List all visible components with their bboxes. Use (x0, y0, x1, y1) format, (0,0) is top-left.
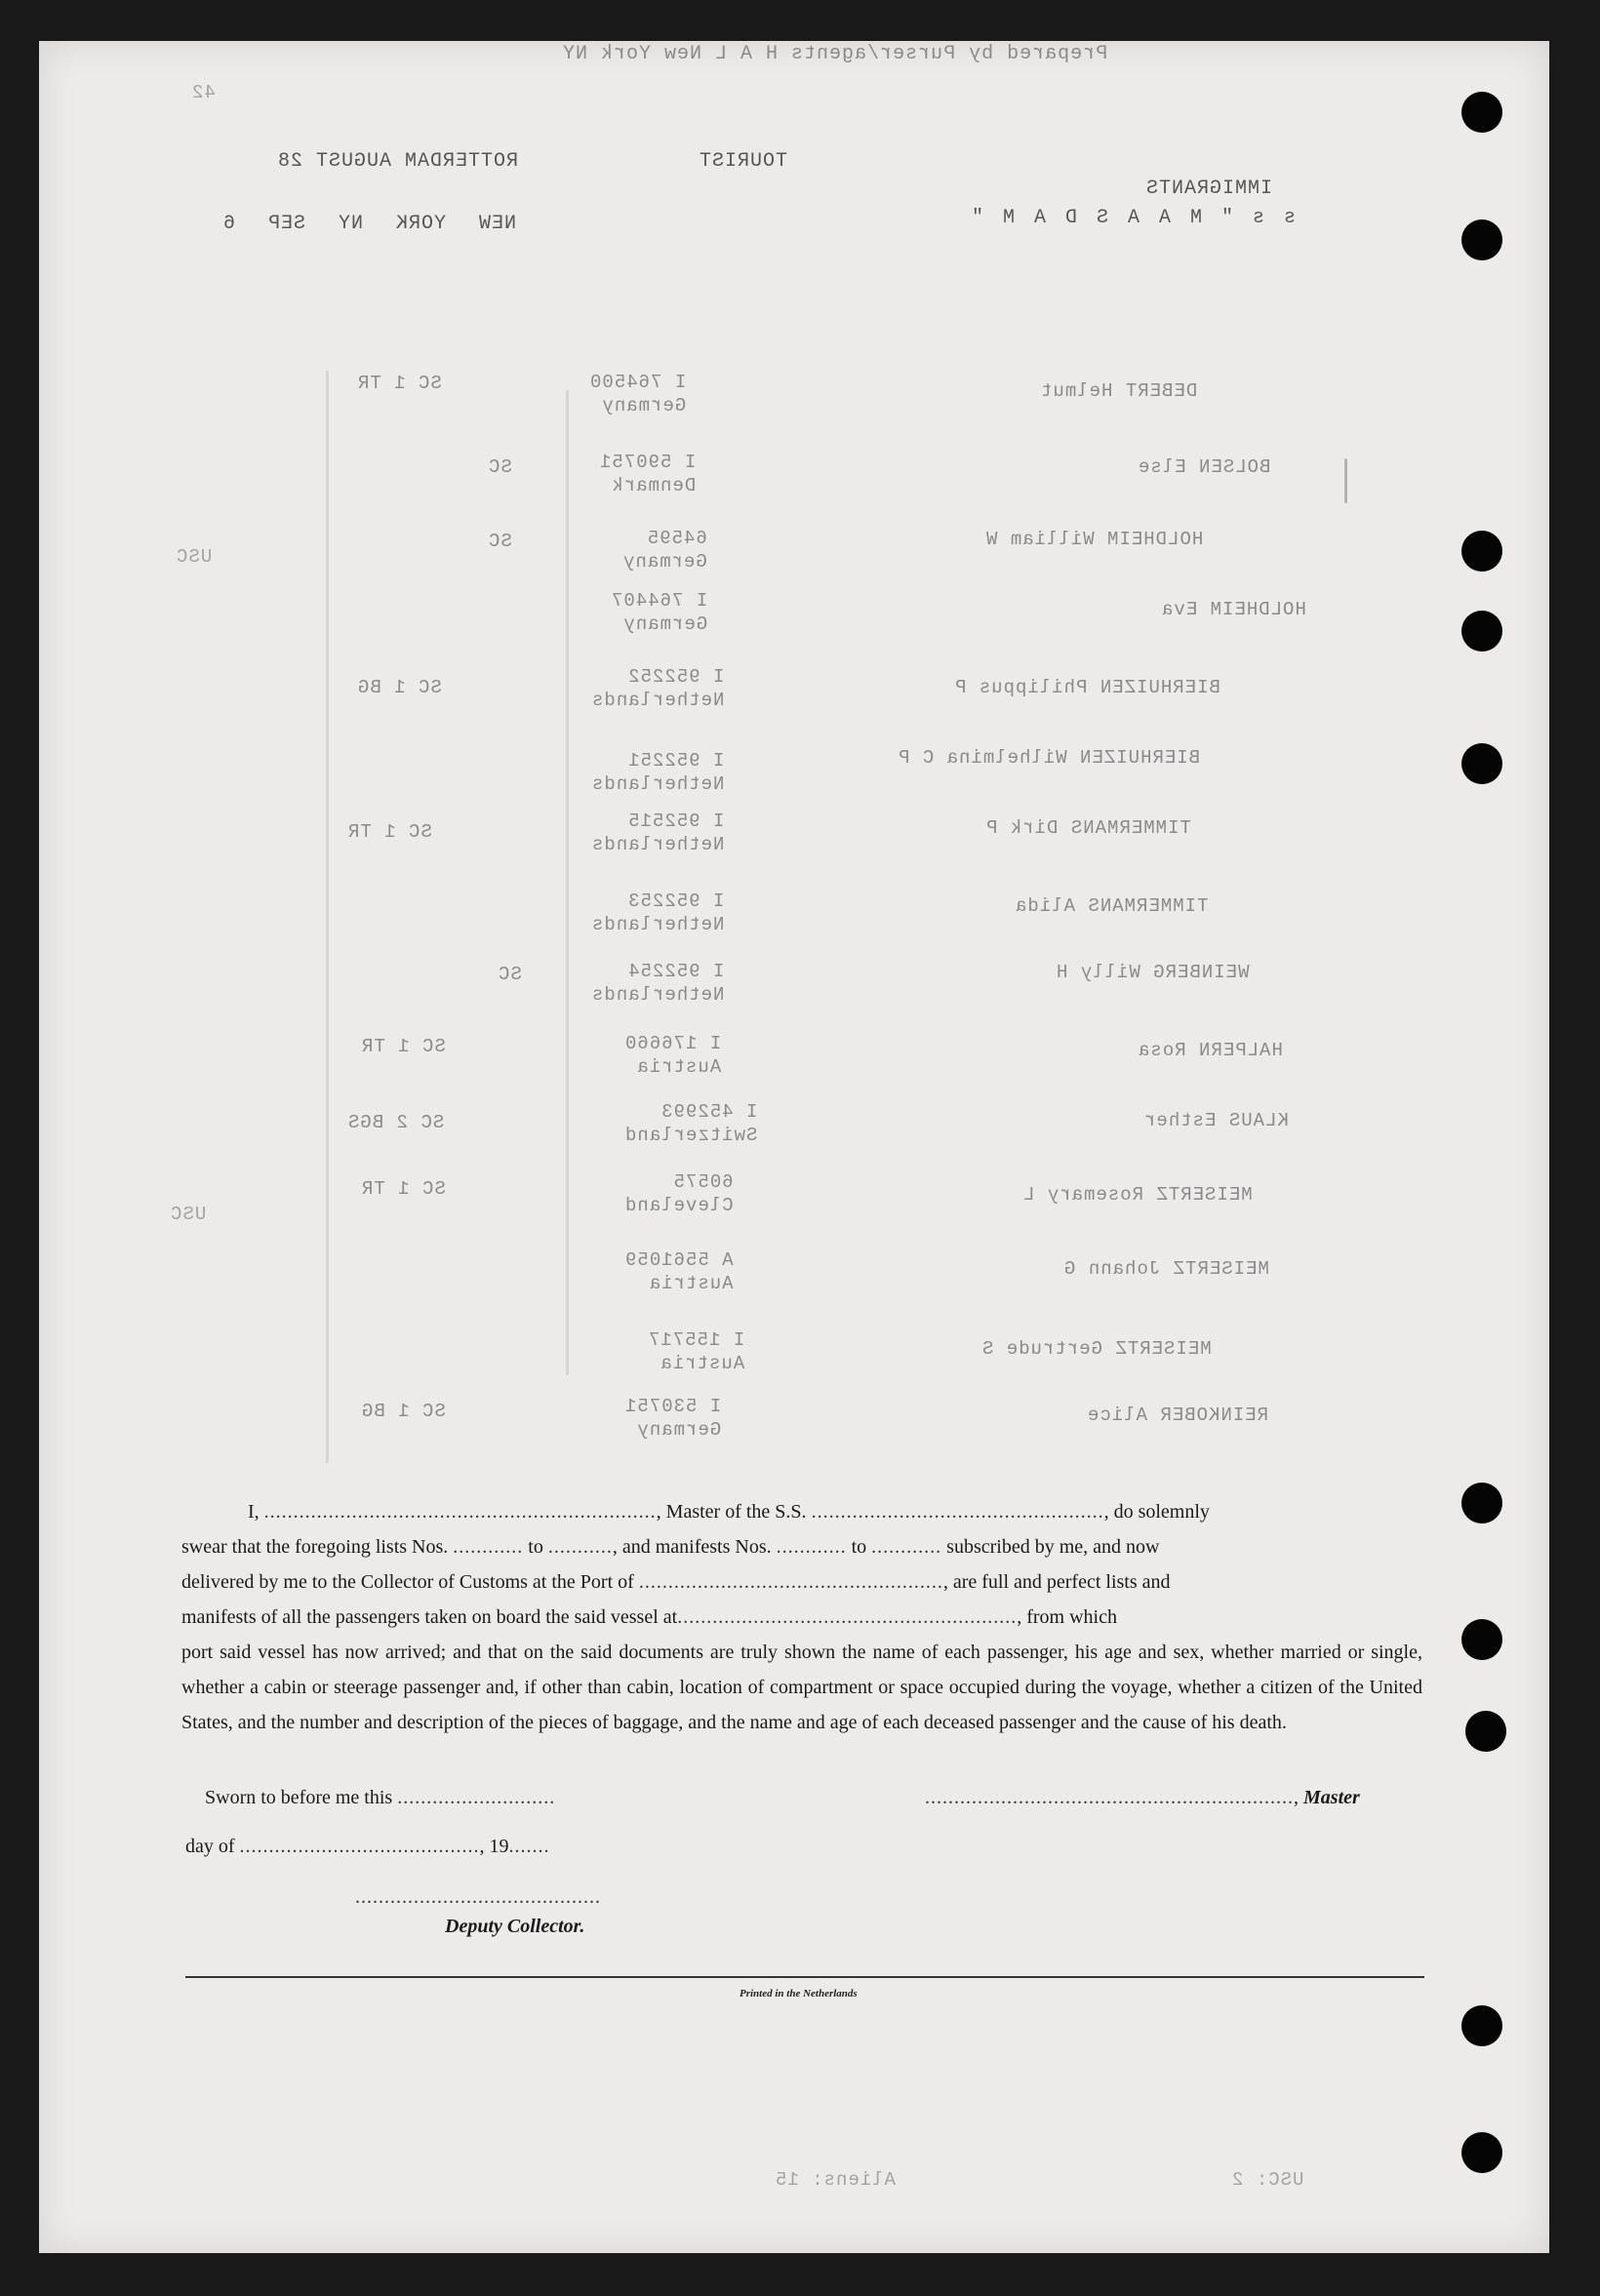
ink-mark (326, 371, 329, 1463)
punch-hole (1461, 2132, 1502, 2173)
bleed-arrival: NEW YORK NY SEP 6 (222, 213, 517, 235)
bleed-prepared-by: Prepared by Purser/agents H A L New York NY (562, 43, 1108, 65)
oath-paragraph: I, ..................................................................., Master of the S.S. .................................................., do solemnly swear that the foregoing lists Nos. ............ to ..........., and manifests Nos. ............ to ............ subscribed by me, and now delivered by me to the Collector of Customs at the Port of ...................................................., are full and perfect lists and manifests of all the passengers taken on board the said vessel at.........................................................., from which port said vessel has now arrived; and that on the said documents are truly shown the name of each passenger, his age and sex, whether married or single, whether a cabin or steerage passenger and, if other than cabin, location of compartment or space occupied during the voyage, whether a citizen of the United States, and the number and description of the pieces of baggage, and the name and age of each deceased passenger and the cause of his death. (181, 1501, 1422, 1733)
bleed-port-date: ROTTERDAM AUGUST 28 (277, 150, 519, 173)
bleed-class: TOURIST (699, 150, 788, 173)
manifest-page (39, 41, 1549, 2253)
bleed-page-no: 42 (191, 82, 216, 103)
ink-mark (566, 390, 569, 1375)
bleed-ship: s s " M A A S D A M " (968, 207, 1297, 229)
punch-hole (1461, 1619, 1502, 1660)
printed-note: Printed in the Netherlands (740, 1988, 858, 1999)
deputy-collector-label: Deputy Collector. (445, 1916, 585, 1937)
ink-mark (1344, 458, 1347, 503)
punch-hole (1461, 743, 1502, 784)
punch-hole (1461, 1483, 1502, 1524)
punch-hole (1461, 219, 1502, 260)
punch-hole (1461, 92, 1502, 133)
punch-hole (1461, 531, 1502, 572)
bleed-side-mark: USC (170, 1204, 207, 1225)
sworn-label: Sworn to before me this ........................... (205, 1787, 556, 1808)
bleed-footer-left: USC: 2 (1231, 2169, 1304, 2191)
bleed-section: IMMIGRANTS (1145, 178, 1273, 200)
punch-hole (1465, 1711, 1506, 1752)
deputy-signature-line: .......................................... (355, 1886, 601, 1908)
punch-hole (1461, 2005, 1502, 2046)
master-signature: ..............................................................., Master (925, 1787, 1360, 1808)
divider (185, 1976, 1424, 1978)
bleed-footer-right: Aliens: 15 (775, 2169, 897, 2191)
day-of-line: day of ........................................., 19....... (185, 1836, 550, 1857)
bleed-side-mark: USC (176, 546, 213, 568)
punch-hole (1461, 611, 1502, 652)
